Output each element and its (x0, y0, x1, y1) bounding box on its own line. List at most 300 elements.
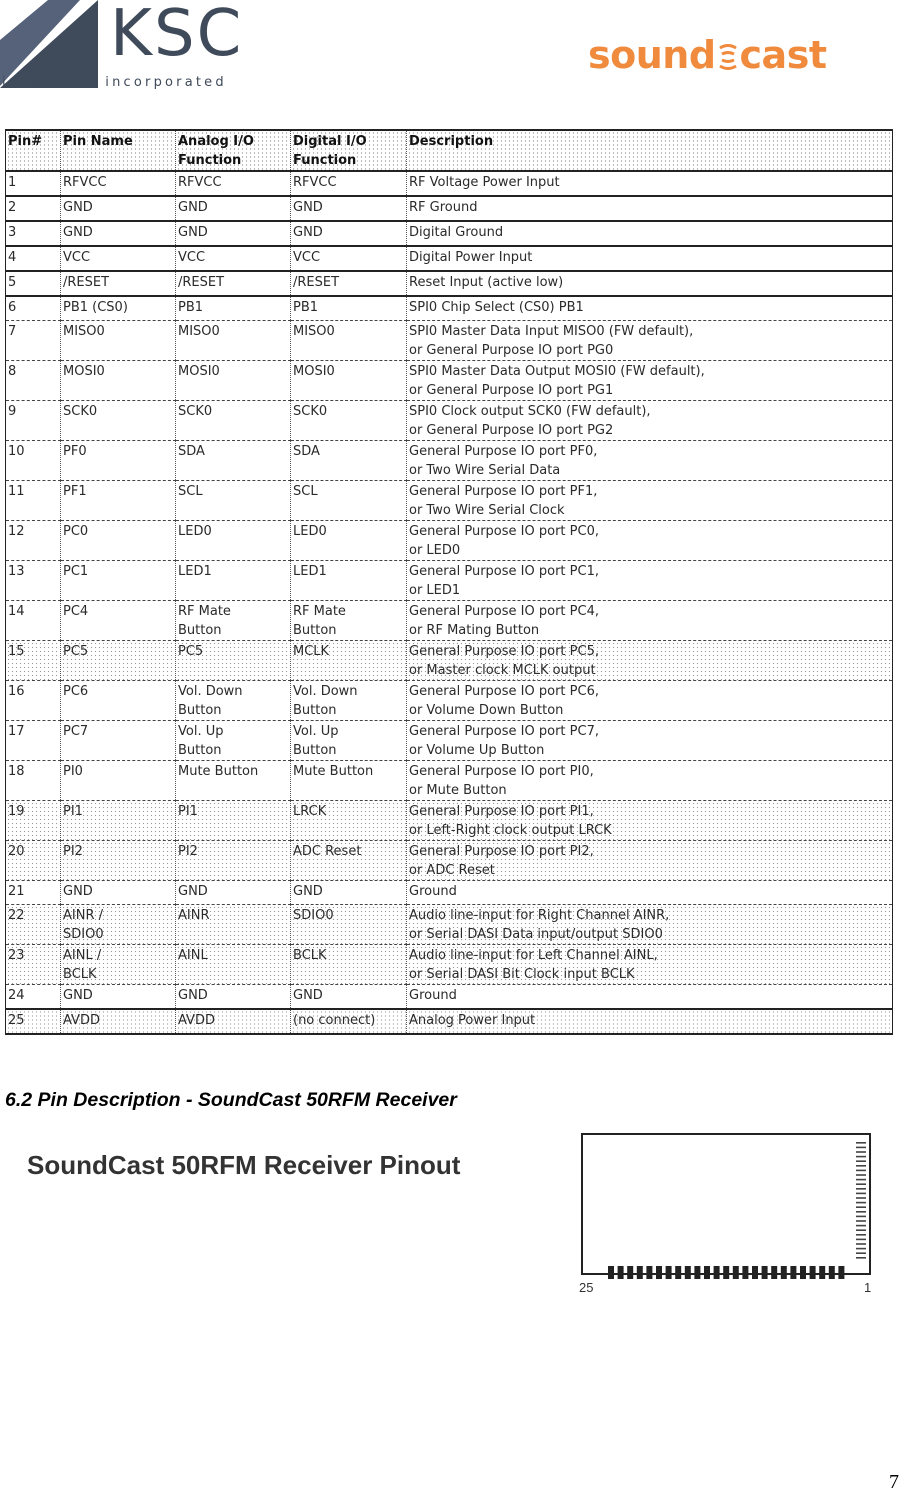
table-row (6, 905, 893, 945)
cell-line: PC7 (63, 724, 89, 739)
side-tick (856, 1170, 866, 1172)
cell-analog-function (176, 246, 291, 271)
cell-line: Button (293, 743, 337, 758)
side-tick (856, 1202, 866, 1204)
side-tick (856, 1234, 866, 1236)
connector-pin (608, 1266, 614, 1279)
cell-line: LED0 (178, 524, 212, 539)
side-tick (856, 1197, 866, 1199)
cell-digital-function (291, 361, 407, 401)
cell-description (407, 246, 893, 271)
sound-wave-icon (716, 42, 740, 72)
cell-line: GND (178, 225, 208, 240)
cell-pin-name (61, 761, 176, 801)
cell-pin-name (61, 681, 176, 721)
table-row (6, 721, 893, 761)
cell-digital-function (291, 296, 407, 321)
cell-line: GND (293, 884, 323, 899)
cell-line: Analog Power Input (409, 1013, 536, 1028)
cell-line: GND (293, 988, 323, 1003)
cell-line: or Volume Down Button (409, 703, 564, 718)
cell-analog-function (176, 221, 291, 246)
cell-pin-number: 23 (6, 945, 61, 985)
cell-line: Vol. Down (293, 684, 358, 699)
cell-analog-function (176, 841, 291, 881)
cell-description (407, 641, 893, 681)
cell-digital-function (291, 1009, 407, 1034)
cell-line: or Master clock MCLK output (409, 663, 596, 678)
side-tick (856, 1239, 866, 1241)
cell-line: General Purpose IO port PC0, (409, 524, 599, 539)
cell-line: RF Voltage Power Input (409, 175, 560, 190)
column-header-line: Function (293, 153, 357, 168)
cell-pin-number: 11 (6, 481, 61, 521)
cell-line: PI2 (63, 844, 83, 859)
cell-analog-function (176, 171, 291, 196)
cell-line: Digital Power Input (409, 250, 533, 265)
connector-pin (838, 1266, 844, 1279)
cell-analog-function (176, 945, 291, 985)
cell-pin-number: 19 (6, 801, 61, 841)
cell-line: MCLK (293, 644, 330, 659)
cell-line: General Purpose IO port PC5, (409, 644, 599, 659)
side-tick (856, 1229, 866, 1231)
connector-pin (666, 1266, 672, 1279)
cell-analog-function (176, 481, 291, 521)
cell-line: Mute Button (178, 764, 259, 779)
table-row (6, 945, 893, 985)
cell-pin-name (61, 481, 176, 521)
cell-line: Vol. Up (293, 724, 339, 739)
cell-pin-name (61, 985, 176, 1010)
cell-line: VCC (178, 250, 206, 265)
cell-line: /RESET (63, 275, 110, 290)
cell-line: General Purpose IO port PI1, (409, 804, 594, 819)
cell-line: SDIO0 (63, 927, 104, 942)
cell-digital-function (291, 721, 407, 761)
connector-pin (742, 1266, 748, 1279)
pinout-title: SoundCast 50RFM Receiver Pinout (27, 1150, 461, 1180)
cell-pin-name (61, 171, 176, 196)
cell-digital-function (291, 985, 407, 1010)
cell-line: Mute Button (293, 764, 374, 779)
cell-line: General Purpose IO port PF0, (409, 444, 598, 459)
cell-description (407, 171, 893, 196)
cell-line: GND (178, 200, 208, 215)
cell-line: PB1 (293, 300, 319, 315)
cell-line: Vol. Up (178, 724, 224, 739)
side-tick (856, 1179, 866, 1181)
table-row (6, 441, 893, 481)
cell-line: BCLK (293, 948, 327, 963)
cell-pin-name (61, 1009, 176, 1034)
cell-digital-function (291, 905, 407, 945)
cell-line: LRCK (293, 804, 327, 819)
side-tick (856, 1147, 866, 1149)
cell-line: Button (293, 623, 337, 638)
cell-pin-name (61, 361, 176, 401)
side-tick (856, 1248, 866, 1250)
cell-pin-number: 10 (6, 441, 61, 481)
cell-line: VCC (63, 250, 91, 265)
cell-line: SPI0 Master Data Input MISO0 (FW default), (409, 324, 694, 339)
cell-pin-name (61, 401, 176, 441)
cell-pin-number: 8 (6, 361, 61, 401)
cell-analog-function (176, 521, 291, 561)
cell-line: Button (178, 623, 222, 638)
cell-line: General Purpose IO port PI0, (409, 764, 594, 779)
side-tick (856, 1220, 866, 1222)
side-tick (856, 1193, 866, 1195)
connector-pin (800, 1266, 806, 1279)
table-row (6, 841, 893, 881)
cell-line: PC4 (63, 604, 89, 619)
table-row (6, 801, 893, 841)
cell-line: or Volume Up Button (409, 743, 545, 758)
cell-line: MISO0 (293, 324, 335, 339)
cell-line: SPI0 Chip Select (CS0) PB1 (409, 300, 584, 315)
cell-line: Button (178, 743, 222, 758)
cell-pin-name (61, 561, 176, 601)
cell-line: PC1 (63, 564, 89, 579)
cell-analog-function (176, 441, 291, 481)
cell-line: PB1 (CS0) (63, 300, 128, 315)
cell-line: SDIO0 (293, 908, 334, 923)
table-row (6, 985, 893, 1010)
cell-pin-number: 6 (6, 296, 61, 321)
cell-analog-function (176, 1009, 291, 1034)
cell-description (407, 361, 893, 401)
cell-analog-function (176, 561, 291, 601)
cell-line: PI2 (178, 844, 198, 859)
cell-line: GND (293, 225, 323, 240)
side-tick (856, 1211, 866, 1213)
column-header-description (407, 130, 893, 171)
table-row (6, 361, 893, 401)
column-header-pin-name (61, 130, 176, 171)
cell-pin-number: 18 (6, 761, 61, 801)
cell-pin-number: 17 (6, 721, 61, 761)
cell-line: GND (63, 988, 93, 1003)
cell-line: SPI0 Clock output SCK0 (FW default), (409, 404, 651, 419)
cell-description (407, 801, 893, 841)
cell-line: General Purpose IO port PI2, (409, 844, 594, 859)
cell-pin-number: 25 (6, 1009, 61, 1034)
column-header-line: Digital I/O (293, 134, 367, 149)
cell-line: Audio line-input for Right Channel AINR, (409, 908, 670, 923)
cell-line: SCK0 (293, 404, 328, 419)
connector-pin (723, 1266, 729, 1279)
table-row (6, 521, 893, 561)
soundcast-logo-left: sound (588, 33, 716, 77)
cell-line: Ground (409, 988, 457, 1003)
cell-line: PF0 (63, 444, 87, 459)
cell-line: PC5 (63, 644, 89, 659)
table-row (6, 641, 893, 681)
cell-digital-function (291, 196, 407, 221)
column-header-line: Pin Name (63, 134, 133, 149)
cell-line: PC5 (178, 644, 204, 659)
cell-line: RFVCC (178, 175, 222, 190)
cell-digital-function (291, 441, 407, 481)
connector-pin (714, 1266, 720, 1279)
cell-line: or General Purpose IO port PG2 (409, 423, 614, 438)
connector-pin (646, 1266, 652, 1279)
table-row (6, 246, 893, 271)
cell-digital-function (291, 561, 407, 601)
side-tick (856, 1160, 866, 1162)
cell-line: BCLK (63, 967, 97, 982)
cell-line: PC0 (63, 524, 89, 539)
cell-line: LED1 (178, 564, 212, 579)
cell-description (407, 271, 893, 296)
table-row (6, 561, 893, 601)
table-row (6, 681, 893, 721)
cell-digital-function (291, 401, 407, 441)
column-header-analog-function (176, 130, 291, 171)
cell-pin-name (61, 441, 176, 481)
cell-analog-function (176, 881, 291, 905)
side-tick (856, 1243, 866, 1245)
cell-digital-function (291, 246, 407, 271)
cell-line: AVDD (63, 1013, 100, 1028)
cell-line: or Serial DASI Data input/output SDIO0 (409, 927, 663, 942)
pin-25-label: 25 (579, 1280, 594, 1295)
side-tick (856, 1225, 866, 1227)
side-tick (856, 1156, 866, 1158)
connector-pin (627, 1266, 633, 1279)
table-row (6, 321, 893, 361)
column-header-line: Pin# (8, 134, 43, 149)
cell-line: AINR / (63, 908, 103, 923)
cell-analog-function (176, 321, 291, 361)
cell-pin-name (61, 601, 176, 641)
cell-pin-number: 20 (6, 841, 61, 881)
cell-pin-number: 2 (6, 196, 61, 221)
cell-line: AINL / (63, 948, 102, 963)
cell-line: SCK0 (63, 404, 98, 419)
cell-line: GND (293, 200, 323, 215)
connector-pin (694, 1266, 700, 1279)
cell-line: PI0 (63, 764, 83, 779)
cell-line: AINL (178, 948, 208, 963)
cell-line: AVDD (178, 1013, 215, 1028)
cell-line: LED1 (293, 564, 327, 579)
cell-pin-name (61, 881, 176, 905)
cell-line: or Two Wire Serial Clock (409, 503, 565, 518)
cell-pin-number: 21 (6, 881, 61, 905)
cell-description (407, 481, 893, 521)
cell-pin-name (61, 945, 176, 985)
cell-line: SDA (178, 444, 205, 459)
connector-pin (685, 1266, 691, 1279)
connector-pin (781, 1266, 787, 1279)
cell-line: RFVCC (63, 175, 107, 190)
column-header-line: Analog I/O (178, 134, 254, 149)
side-tick (856, 1216, 866, 1218)
table-row (6, 1009, 893, 1034)
cell-line: Ground (409, 884, 457, 899)
cell-analog-function (176, 681, 291, 721)
side-tick (856, 1252, 866, 1254)
cell-line: MOSI0 (63, 364, 105, 379)
cell-line: SPI0 Master Data Output MOSI0 (FW default), (409, 364, 705, 379)
cell-line: GND (63, 200, 93, 215)
connector-pin (819, 1266, 825, 1279)
cell-analog-function (176, 361, 291, 401)
cell-description (407, 881, 893, 905)
table-row (6, 196, 893, 221)
cell-description (407, 521, 893, 561)
connector-outline-diagram (574, 1132, 874, 1282)
cell-line: or Left-Right clock output LRCK (409, 823, 612, 838)
cell-line: PI1 (63, 804, 83, 819)
cell-description (407, 1009, 893, 1034)
cell-pin-name (61, 905, 176, 945)
cell-line: GND (178, 884, 208, 899)
cell-pin-name (61, 521, 176, 561)
side-tick (856, 1165, 866, 1167)
cell-pin-number: 24 (6, 985, 61, 1010)
cell-line: /RESET (293, 275, 340, 290)
side-tick (856, 1257, 866, 1259)
cell-line: ADC Reset (293, 844, 362, 859)
cell-pin-number: 4 (6, 246, 61, 271)
table-row (6, 881, 893, 905)
table-header-row (6, 130, 893, 171)
connector-pin (810, 1266, 816, 1279)
connector-pin (790, 1266, 796, 1279)
cell-analog-function (176, 985, 291, 1010)
cell-description (407, 321, 893, 361)
cell-description (407, 721, 893, 761)
cell-line: Audio line-input for Left Channel AINL, (409, 948, 658, 963)
connector-pin (771, 1266, 777, 1279)
connector-pin (704, 1266, 710, 1279)
connector-pin (829, 1266, 835, 1279)
cell-pin-name (61, 221, 176, 246)
cell-line: PB1 (178, 300, 204, 315)
cell-pin-number: 9 (6, 401, 61, 441)
cell-line: RF Mate (293, 604, 346, 619)
cell-analog-function (176, 801, 291, 841)
cell-description (407, 221, 893, 246)
cell-description (407, 296, 893, 321)
cell-line: GND (63, 884, 93, 899)
cell-pin-number: 16 (6, 681, 61, 721)
cell-pin-name (61, 841, 176, 881)
cell-digital-function (291, 271, 407, 296)
cell-line: Reset Input (active low) (409, 275, 564, 290)
column-header-line: Function (178, 153, 242, 168)
cell-pin-name (61, 721, 176, 761)
cell-digital-function (291, 521, 407, 561)
cell-line: General Purpose IO port PC1, (409, 564, 599, 579)
cell-line: GND (178, 988, 208, 1003)
side-tick (856, 1142, 866, 1144)
table-row (6, 761, 893, 801)
cell-analog-function (176, 761, 291, 801)
table-row (6, 401, 893, 441)
cell-pin-name (61, 246, 176, 271)
cell-digital-function (291, 841, 407, 881)
pin-1-label: 1 (864, 1280, 872, 1295)
cell-line: General Purpose IO port PC4, (409, 604, 599, 619)
cell-line: LED0 (293, 524, 327, 539)
cell-analog-function (176, 196, 291, 221)
cell-pin-number: 12 (6, 521, 61, 561)
side-tick (856, 1183, 866, 1185)
connector-pin (637, 1266, 643, 1279)
cell-digital-function (291, 801, 407, 841)
cell-digital-function (291, 171, 407, 196)
side-tick (856, 1174, 866, 1176)
cell-analog-function (176, 296, 291, 321)
cell-line: /RESET (178, 275, 225, 290)
cell-line: RF Mate (178, 604, 231, 619)
cell-digital-function (291, 681, 407, 721)
cell-pin-number: 15 (6, 641, 61, 681)
column-header-digital-function (291, 130, 407, 171)
pin-description-table (5, 129, 893, 1035)
side-tick (856, 1188, 866, 1190)
cell-line: AINR (178, 908, 210, 923)
cell-digital-function (291, 881, 407, 905)
page-number: 7 (889, 1471, 899, 1493)
cell-description (407, 441, 893, 481)
table-body (6, 171, 893, 1034)
cell-description (407, 681, 893, 721)
cell-description (407, 601, 893, 641)
side-tick (856, 1206, 866, 1208)
cell-line: GND (63, 225, 93, 240)
table-row (6, 271, 893, 296)
ksc-tagline: industries incorporated (2, 75, 227, 90)
cell-description (407, 761, 893, 801)
cell-line: MOSI0 (293, 364, 335, 379)
cell-line: SDA (293, 444, 320, 459)
cell-line: RF Ground (409, 200, 478, 215)
column-header-line: Description (409, 134, 494, 149)
cell-pin-name (61, 641, 176, 681)
connector-pin (618, 1266, 624, 1279)
cell-line: or Serial DASI Bit Clock input BCLK (409, 967, 635, 982)
cell-analog-function (176, 721, 291, 761)
cell-description (407, 985, 893, 1010)
cell-line: MISO0 (178, 324, 220, 339)
cell-digital-function (291, 221, 407, 246)
cell-pin-number: 13 (6, 561, 61, 601)
cell-line: Vol. Down (178, 684, 243, 699)
connector-pin (752, 1266, 758, 1279)
cell-digital-function (291, 601, 407, 641)
column-header-pin-number (6, 130, 61, 171)
cell-line: General Purpose IO port PC6, (409, 684, 599, 699)
cell-line: General Purpose IO port PC7, (409, 724, 599, 739)
cell-line: or General Purpose IO port PG0 (409, 343, 614, 358)
cell-digital-function (291, 321, 407, 361)
cell-description (407, 841, 893, 881)
cell-analog-function (176, 271, 291, 296)
cell-digital-function (291, 761, 407, 801)
connector-pin (656, 1266, 662, 1279)
cell-line: (no connect) (293, 1013, 376, 1028)
cell-line: SCL (293, 484, 318, 499)
cell-line: or LED0 (409, 543, 461, 558)
ksc-wordmark: KSC (110, 0, 244, 71)
cell-line: or ADC Reset (409, 863, 495, 878)
cell-description (407, 905, 893, 945)
